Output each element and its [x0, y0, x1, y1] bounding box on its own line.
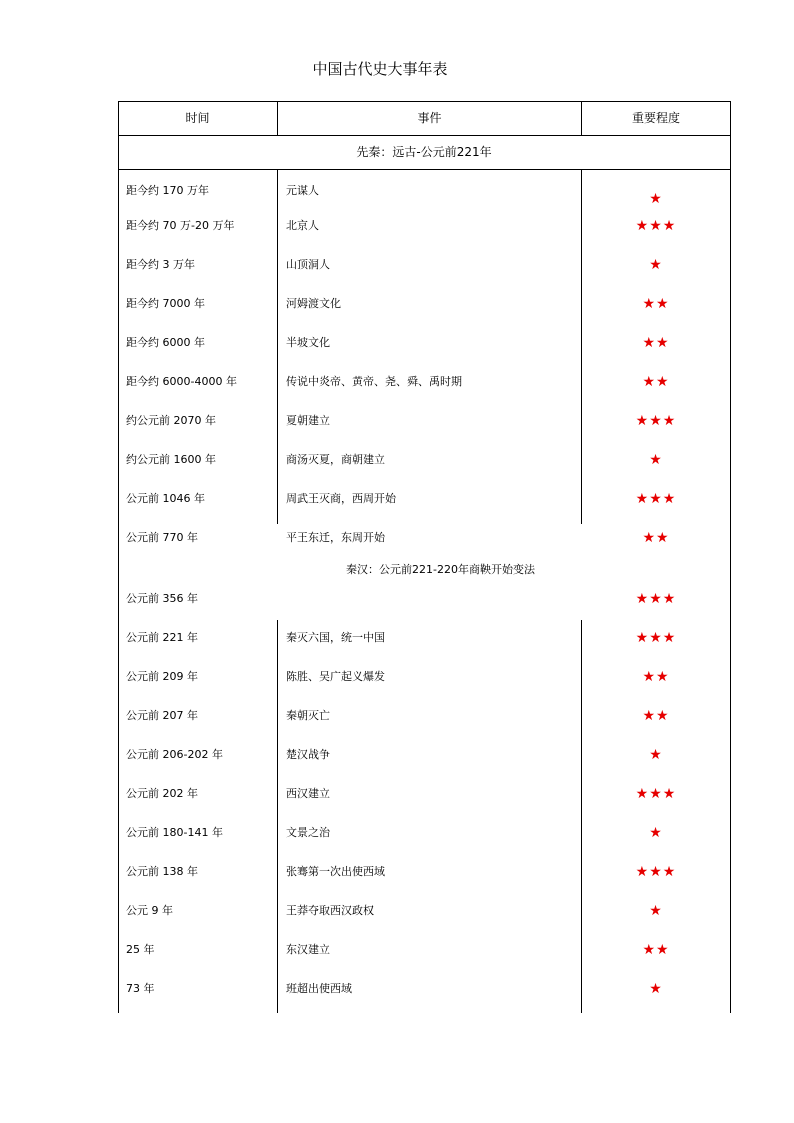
table-row — [0, 862, 794, 882]
row-time: 25 年 — [126, 943, 155, 956]
table-row — [0, 784, 794, 804]
table-row — [0, 528, 794, 548]
table-row — [0, 979, 794, 999]
row-time: 公元前 221 年 — [126, 631, 198, 644]
row-time: 约公元前 2070 年 — [126, 414, 216, 427]
row-time: 距今约 70 万-20 万年 — [126, 219, 235, 232]
row-event: 元谋人 — [286, 184, 319, 197]
row-time: 公元前 770 年 — [126, 531, 198, 544]
row-time: 距今约 170 万年 — [126, 184, 209, 197]
importance-stars: ★★ — [642, 669, 670, 685]
row-time: 公元前 206-202 年 — [126, 748, 223, 761]
importance-stars: ★★★ — [635, 218, 677, 234]
importance-stars: ★ — [649, 981, 663, 997]
row-event: 周武王灭商，西周开始 — [286, 492, 396, 505]
importance-stars: ★★★ — [635, 630, 677, 646]
header-importance: 重要程度 — [631, 111, 680, 125]
importance-stars: ★★ — [642, 708, 670, 724]
row-event: 商汤灭夏，商朝建立 — [286, 453, 385, 466]
row-event: 王莽夺取西汉政权 — [286, 904, 374, 917]
row-time: 公元前 356 年 — [126, 592, 198, 605]
importance-stars: ★★ — [642, 530, 670, 546]
importance-stars: ★★★ — [635, 413, 677, 429]
importance-stars: ★★ — [642, 942, 670, 958]
row-event: 秦朝灭亡 — [286, 709, 330, 722]
row-event: 半坡文化 — [286, 336, 330, 349]
importance-stars: ★★ — [642, 296, 670, 312]
row-time: 公元前 202 年 — [126, 787, 198, 800]
importance-stars: ★ — [649, 825, 663, 841]
table-row — [0, 411, 794, 431]
importance-stars: ★★★ — [635, 591, 677, 607]
row-time: 公元前 207 年 — [126, 709, 198, 722]
importance-stars: ★★ — [642, 335, 670, 351]
table-row — [0, 372, 794, 392]
table-row — [0, 667, 794, 687]
row-event: 北京人 — [286, 219, 319, 232]
section-heading-qin-han: 秦汉：公元前221-220年商鞅开始变法 — [346, 563, 535, 576]
row-event: 河姆渡文化 — [286, 297, 341, 310]
table-row — [0, 216, 794, 236]
row-time: 距今约 3 万年 — [126, 258, 195, 271]
table-row — [0, 450, 794, 470]
row-event: 文景之治 — [286, 826, 330, 839]
row-event: 楚汉战争 — [286, 748, 330, 761]
table-row — [0, 294, 794, 314]
table-row — [0, 255, 794, 275]
table-row — [0, 333, 794, 353]
importance-stars: ★ — [649, 191, 663, 207]
table-row — [0, 901, 794, 921]
row-event: 东汉建立 — [286, 943, 330, 956]
row-event: 班超出使西域 — [286, 982, 352, 995]
table-row — [0, 589, 794, 609]
importance-stars: ★★★ — [635, 864, 677, 880]
row-event: 传说中炎帝、黄帝、尧、舜、禹时期 — [286, 375, 462, 388]
row-time: 公元前 209 年 — [126, 670, 198, 683]
row-time: 公元前 180-141 年 — [126, 826, 223, 839]
row-time: 距今约 6000 年 — [126, 336, 205, 349]
row-event: 秦灭六国，统一中国 — [286, 631, 385, 644]
row-event: 西汉建立 — [286, 787, 330, 800]
table-row — [0, 823, 794, 843]
table-row — [0, 181, 794, 207]
row-time: 公元 9 年 — [126, 904, 173, 917]
table-row — [0, 628, 794, 648]
row-event: 张骞第一次出使西域 — [286, 865, 385, 878]
importance-stars: ★ — [649, 747, 663, 763]
row-time: 73 年 — [126, 982, 155, 995]
section-heading-pre-qin: 先秦：远古-公元前221年 — [356, 145, 492, 159]
importance-stars: ★ — [649, 903, 663, 919]
row-time: 公元前 1046 年 — [126, 492, 205, 505]
page-title: 中国古代史大事年表 — [312, 60, 448, 78]
importance-stars: ★★★ — [635, 786, 677, 802]
row-time: 距今约 6000-4000 年 — [126, 375, 237, 388]
importance-stars: ★ — [649, 452, 663, 468]
row-event: 平王东迁，东周开始 — [286, 531, 385, 544]
table-row — [0, 940, 794, 960]
importance-stars: ★ — [649, 257, 663, 273]
header-event: 事件 — [417, 111, 442, 125]
table-row — [0, 489, 794, 509]
row-time: 约公元前 1600 年 — [126, 453, 216, 466]
row-time: 距今约 7000 年 — [126, 297, 205, 310]
importance-stars: ★★★ — [635, 491, 677, 507]
table-row — [0, 706, 794, 726]
header-time: 时间 — [185, 111, 210, 125]
row-time: 公元前 138 年 — [126, 865, 198, 878]
section-bottom-border — [118, 169, 730, 170]
row-event: 陈胜、吴广起义爆发 — [286, 670, 385, 683]
table-row — [0, 745, 794, 765]
importance-stars: ★★ — [642, 374, 670, 390]
row-event: 山顶洞人 — [286, 258, 330, 271]
row-event: 夏朝建立 — [286, 414, 330, 427]
